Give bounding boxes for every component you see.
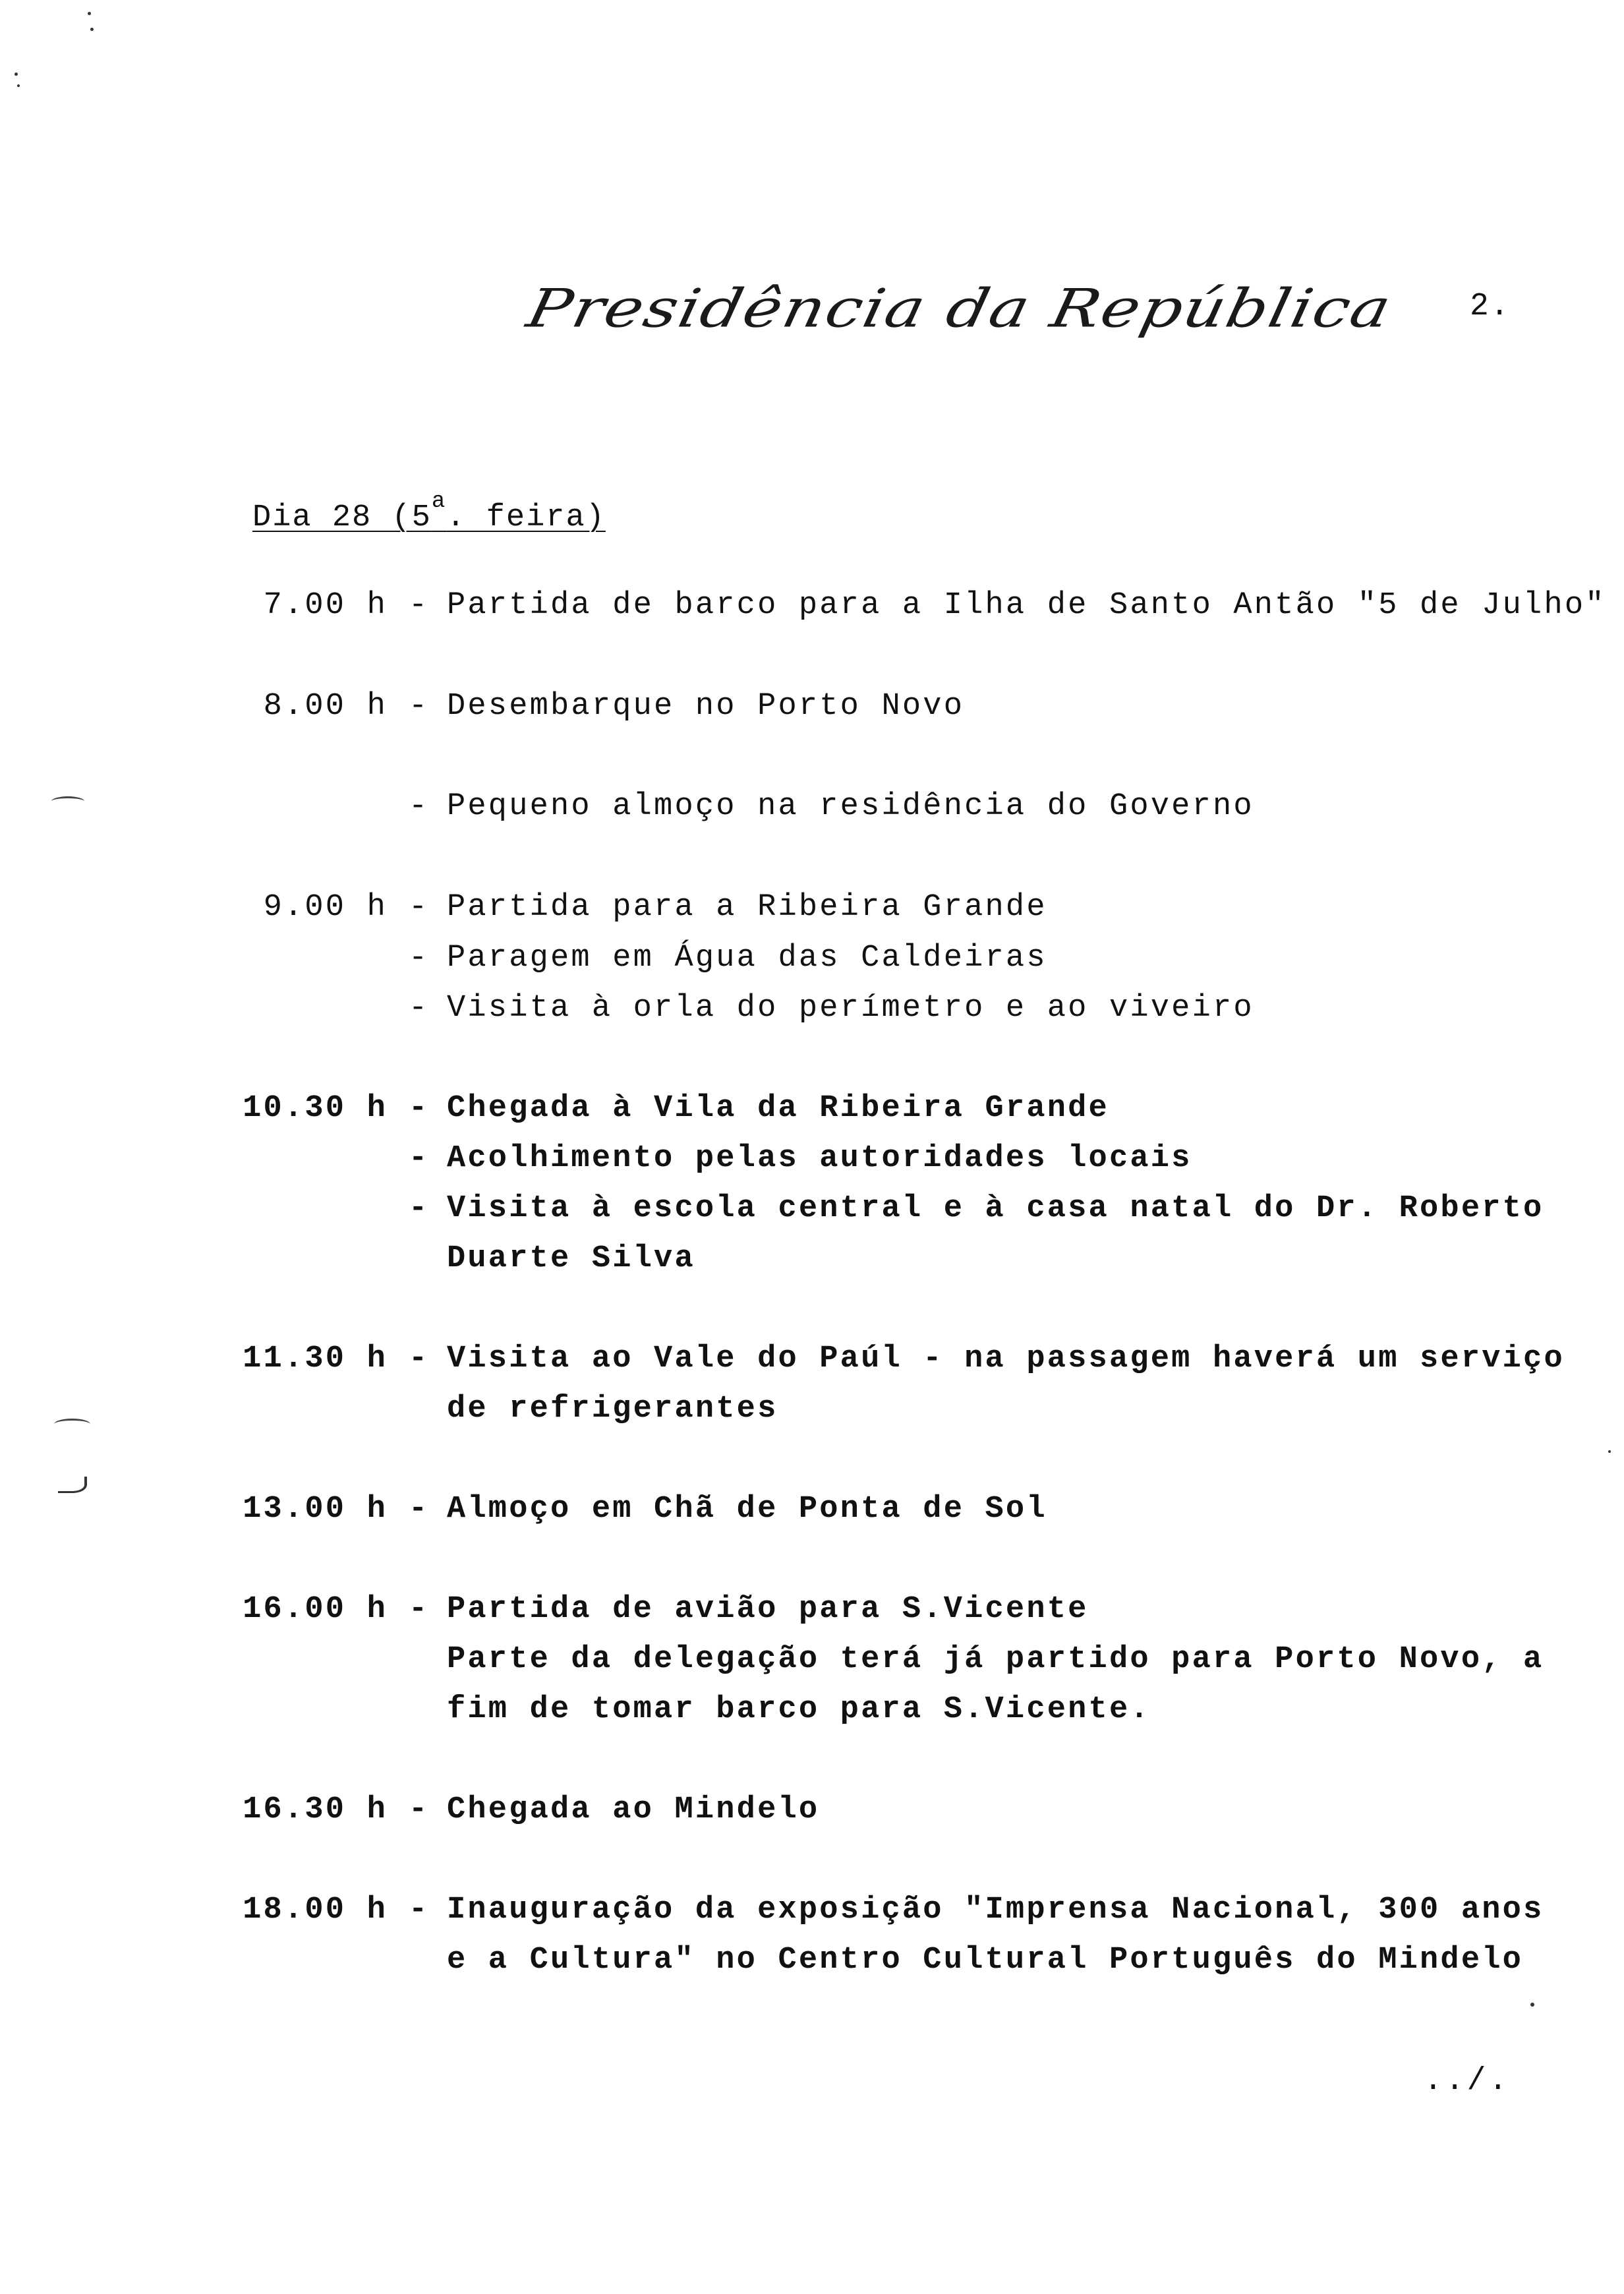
entry-continuation: Duarte Silva [447,1241,695,1276]
day-heading: Dia 28 (5$^a$. feira) [252,489,606,535]
scan-speck [88,12,91,15]
entry-time: 16.30 h [243,1792,388,1827]
entry-text: Paragem em Água das Caldeiras [447,941,1047,976]
entry-text: Partida de avião para S.Vicente [447,1592,1089,1627]
entry-dash: - [409,588,430,623]
entry-dash: - [409,789,430,824]
entry-text: Pequeno almoço na residência do Governo [447,789,1254,824]
entry-text: Desembarque no Porto Novo [447,689,965,724]
margin-mark [54,1419,90,1430]
entry-text: Almoço em Chã de Ponta de Sol [447,1492,1047,1527]
entry-time: 9.00 h [263,890,388,925]
entry-time: 13.00 h [243,1492,388,1527]
entry-dash: - [409,1141,430,1176]
scan-speck [90,28,94,31]
entry-dash: - [409,890,430,925]
entry-text: Chegada ao Mindelo [447,1792,820,1827]
entry-text: Partida de barco para a Ilha de Santo Antão "5 de Julho" [447,588,1606,623]
entry-dash: - [409,991,430,1026]
entry-dash: - [409,1893,430,1927]
scan-speck [17,84,20,87]
entry-dash: - [409,1492,430,1527]
entry-continuation: e a Cultura" no Centro Cultural Português do Mindelo [447,1943,1524,1978]
page-number: 2. [1470,289,1511,324]
entry-dash: - [409,1592,430,1627]
entry-text: Visita ao Vale do Paúl - na passagem haverá um serviço [447,1341,1565,1376]
entry-dash: - [409,689,430,724]
entry-continuation: fim de tomar barco para S.Vicente. [447,1692,1151,1727]
entry-text: Inauguração da exposição "Imprensa Nacional, 300 anos [447,1893,1544,1927]
entry-text: Chegada à Vila da Ribeira Grande [447,1091,1109,1126]
entry-dash: - [409,1792,430,1827]
scan-speck [14,73,18,76]
entry-continuation: de refrigerantes [447,1392,778,1426]
entry-text: Partida para a Ribeira Grande [447,890,1047,925]
scan-speck [1530,2003,1534,2007]
entry-dash: - [409,941,430,976]
entry-text: Acolhimento pelas autoridades locais [447,1141,1192,1176]
entry-dash: - [409,1091,430,1126]
entry-time: 7.00 h [263,588,388,623]
margin-mark [51,796,84,806]
entry-time: 11.30 h [243,1341,388,1376]
entry-text: Visita à orla do perímetro e ao viveiro [447,991,1254,1026]
scan-speck [58,1477,87,1493]
entry-time: 8.00 h [263,689,388,724]
letterhead-signature: Presidência da República [521,278,1398,340]
entry-time: 10.30 h [243,1091,388,1126]
entry-dash: - [409,1191,430,1226]
continuation-mark: ../. [1424,2063,1511,2099]
entry-time: 18.00 h [243,1893,388,1927]
entry-dash: - [409,1341,430,1376]
entry-continuation: Parte da delegação terá já partido para Porto Novo, a [447,1642,1544,1677]
entry-text: Visita à escola central e à casa natal do Dr. Roberto [447,1191,1544,1226]
scan-speck [1608,1450,1611,1453]
entry-time: 16.00 h [243,1592,388,1627]
